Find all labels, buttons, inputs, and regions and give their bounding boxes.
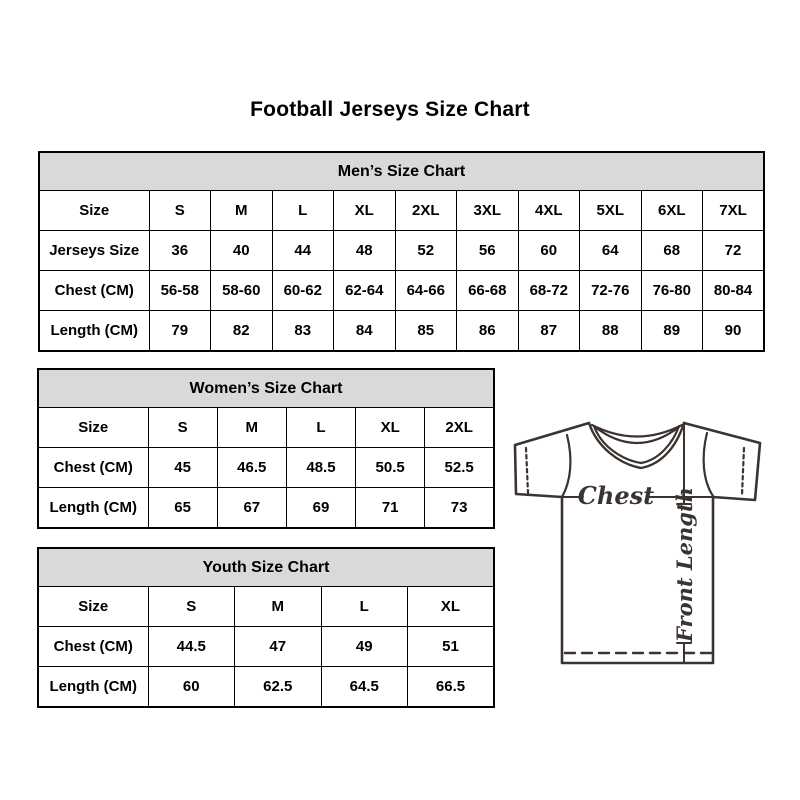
data-cell: 72 [703,231,765,271]
data-cell: M [211,191,273,231]
table-row [38,587,494,627]
data-cell: 3XL [457,191,519,231]
data-cell: 89 [641,311,703,352]
row-label-cell: Chest (CM) [39,271,149,311]
data-cell: 50.5 [356,448,425,488]
data-cell: S [149,191,211,231]
data-cell: M [235,587,322,627]
data-cell: 80-84 [703,271,765,311]
data-cell: 56-58 [149,271,211,311]
data-cell: XL [408,587,495,627]
table-row [39,311,764,352]
table-row [38,667,494,708]
data-cell: 66-68 [457,271,519,311]
data-cell: 48.5 [286,448,355,488]
data-cell: 5XL [580,191,642,231]
table-row [39,231,764,271]
data-cell: L [272,191,334,231]
data-cell: 88 [580,311,642,352]
row-label-cell: Jerseys Size [39,231,149,271]
data-cell: 69 [286,488,355,529]
data-cell: 47 [235,627,322,667]
data-cell: 84 [334,311,396,352]
table-header-row [38,369,494,408]
data-cell: M [217,408,286,448]
data-cell: S [148,587,235,627]
data-cell: 62.5 [235,667,322,708]
row-label-cell: Size [39,191,149,231]
data-cell: 2XL [395,191,457,231]
data-cell: L [321,587,408,627]
data-cell: 62-64 [334,271,396,311]
data-cell: 64-66 [395,271,457,311]
data-cell: 86 [457,311,519,352]
data-cell: 49 [321,627,408,667]
youth-size-table [37,547,495,708]
jersey-measurement-diagram [505,415,765,665]
data-cell: XL [334,191,396,231]
data-cell: 60 [518,231,580,271]
data-cell: 46.5 [217,448,286,488]
data-cell: 85 [395,311,457,352]
front-length-label: Front Length [672,487,697,642]
page-title: Football Jerseys Size Chart [250,98,530,121]
data-cell: 36 [149,231,211,271]
data-cell: 83 [272,311,334,352]
data-cell: 60 [148,667,235,708]
data-cell: 7XL [703,191,765,231]
table-row [38,627,494,667]
table-row [38,408,494,448]
data-cell: 90 [703,311,765,352]
row-label-cell: Length (CM) [38,488,148,529]
womens-table-title: Women’s Size Chart [38,369,494,408]
row-label-cell: Length (CM) [39,311,149,352]
row-label-cell: Chest (CM) [38,627,148,667]
data-cell: 52 [395,231,457,271]
table-header-row [39,152,764,191]
data-cell: 73 [425,488,494,529]
table-header-row [38,548,494,587]
row-label-cell: Size [38,408,148,448]
mens-table-title: Men’s Size Chart [39,152,764,191]
data-cell: 79 [149,311,211,352]
table-row [39,271,764,311]
data-cell: 45 [148,448,217,488]
data-cell: 67 [217,488,286,529]
data-cell: 44.5 [148,627,235,667]
mens-size-table [38,151,765,352]
womens-size-table [37,368,495,529]
data-cell: 71 [356,488,425,529]
data-cell: 68 [641,231,703,271]
data-cell: 72-76 [580,271,642,311]
row-label-cell: Chest (CM) [38,448,148,488]
data-cell: 87 [518,311,580,352]
data-cell: 66.5 [408,667,495,708]
data-cell: 48 [334,231,396,271]
data-cell: 60-62 [272,271,334,311]
data-cell: 76-80 [641,271,703,311]
data-cell: 64.5 [321,667,408,708]
table-row [38,448,494,488]
data-cell: S [148,408,217,448]
chest-label: Chest [577,481,655,510]
youth-table-title: Youth Size Chart [38,548,494,587]
data-cell: 82 [211,311,273,352]
data-cell: 64 [580,231,642,271]
data-cell: L [286,408,355,448]
data-cell: 52.5 [425,448,494,488]
table-row [39,191,764,231]
data-cell: 44 [272,231,334,271]
row-label-cell: Size [38,587,148,627]
data-cell: 6XL [641,191,703,231]
data-cell: XL [356,408,425,448]
jersey-outline [515,423,760,663]
data-cell: 51 [408,627,495,667]
data-cell: 40 [211,231,273,271]
data-cell: 68-72 [518,271,580,311]
data-cell: 2XL [425,408,494,448]
data-cell: 65 [148,488,217,529]
row-label-cell: Length (CM) [38,667,148,708]
data-cell: 56 [457,231,519,271]
data-cell: 58-60 [211,271,273,311]
data-cell: 4XL [518,191,580,231]
table-row [38,488,494,529]
